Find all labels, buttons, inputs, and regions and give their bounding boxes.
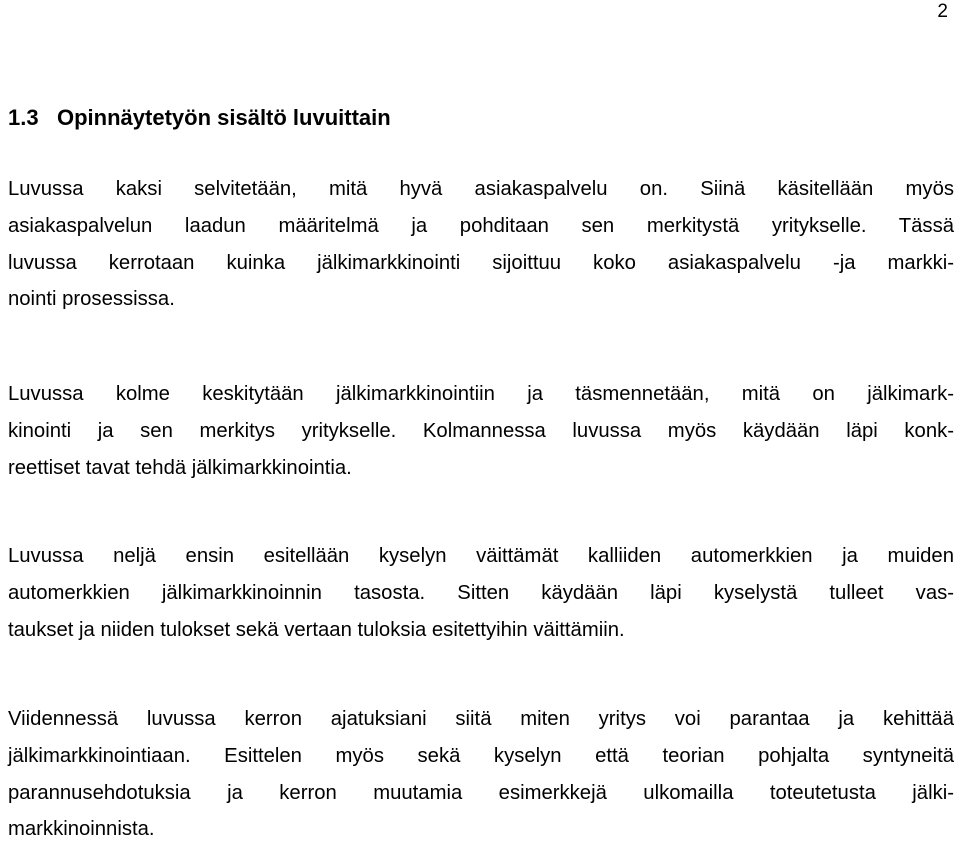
paragraph-chapter-two bbox=[8, 171, 954, 318]
paragraph-line: luvussa kerrotaan kuinka jälkimarkkinointi sijoittuu koko asiakaspalvelu -ja markki- bbox=[8, 251, 954, 274]
paragraph-line: Luvussa neljä ensin esitellään kyselyn väittämät kalliiden automerkkien ja muiden bbox=[8, 545, 954, 567]
section-heading bbox=[8, 103, 391, 133]
page-number: 2 bbox=[937, 1, 948, 22]
section-number: 1.3 bbox=[8, 105, 39, 130]
paragraph-line: asiakaspalvelun laadun määritelmä ja pohditaan sen merkitystä yritykselle. Tässä bbox=[8, 214, 954, 237]
paragraph-line: parannusehdotuksia ja kerron muutamia esimerkkejä ulkomailla toteutetusta jälki- bbox=[8, 781, 954, 804]
paragraph-line: jälkimarkkinointiaan. Esittelen myös sekä kyselyn että teorian pohjalta syntyneitä bbox=[8, 744, 954, 767]
paragraph-line: nointi prosessissa. bbox=[8, 288, 175, 311]
paragraph-line: reettiset tavat tehdä jälkimarkkinointia. bbox=[8, 456, 352, 479]
paragraph-line: kinointi ja sen merkitys yritykselle. Kolmannessa luvussa myös käydään läpi konk- bbox=[8, 419, 954, 442]
paragraph-line: markkinoinnista. bbox=[8, 818, 155, 841]
paragraph-line: Luvussa kaksi selvitetään, mitä hyvä asiakaspalvelu on. Siinä käsitellään myös bbox=[8, 178, 954, 200]
paragraph-line: taukset ja niiden tulokset sekä vertaan tuloksia esitettyihin väittämiin. bbox=[8, 618, 625, 641]
paragraph-line: Luvussa kolme keskitytään jälkimarkkinointiin ja täsmennetään, mitä on jälkimark- bbox=[8, 383, 954, 405]
paragraph-line: Viidennessä luvussa kerron ajatuksiani siitä miten yritys voi parantaa ja kehittää bbox=[8, 708, 954, 730]
paragraph-chapter-four bbox=[8, 538, 954, 648]
section-title: Opinnäytetyön sisältö luvuittain bbox=[57, 105, 391, 130]
paragraph-line: automerkkien jälkimarkkinoinnin tasosta. Sitten käydään läpi kyselystä tulleet vas- bbox=[8, 581, 954, 604]
paragraph-chapter-three bbox=[8, 376, 954, 486]
paragraph-chapter-five bbox=[8, 701, 954, 848]
